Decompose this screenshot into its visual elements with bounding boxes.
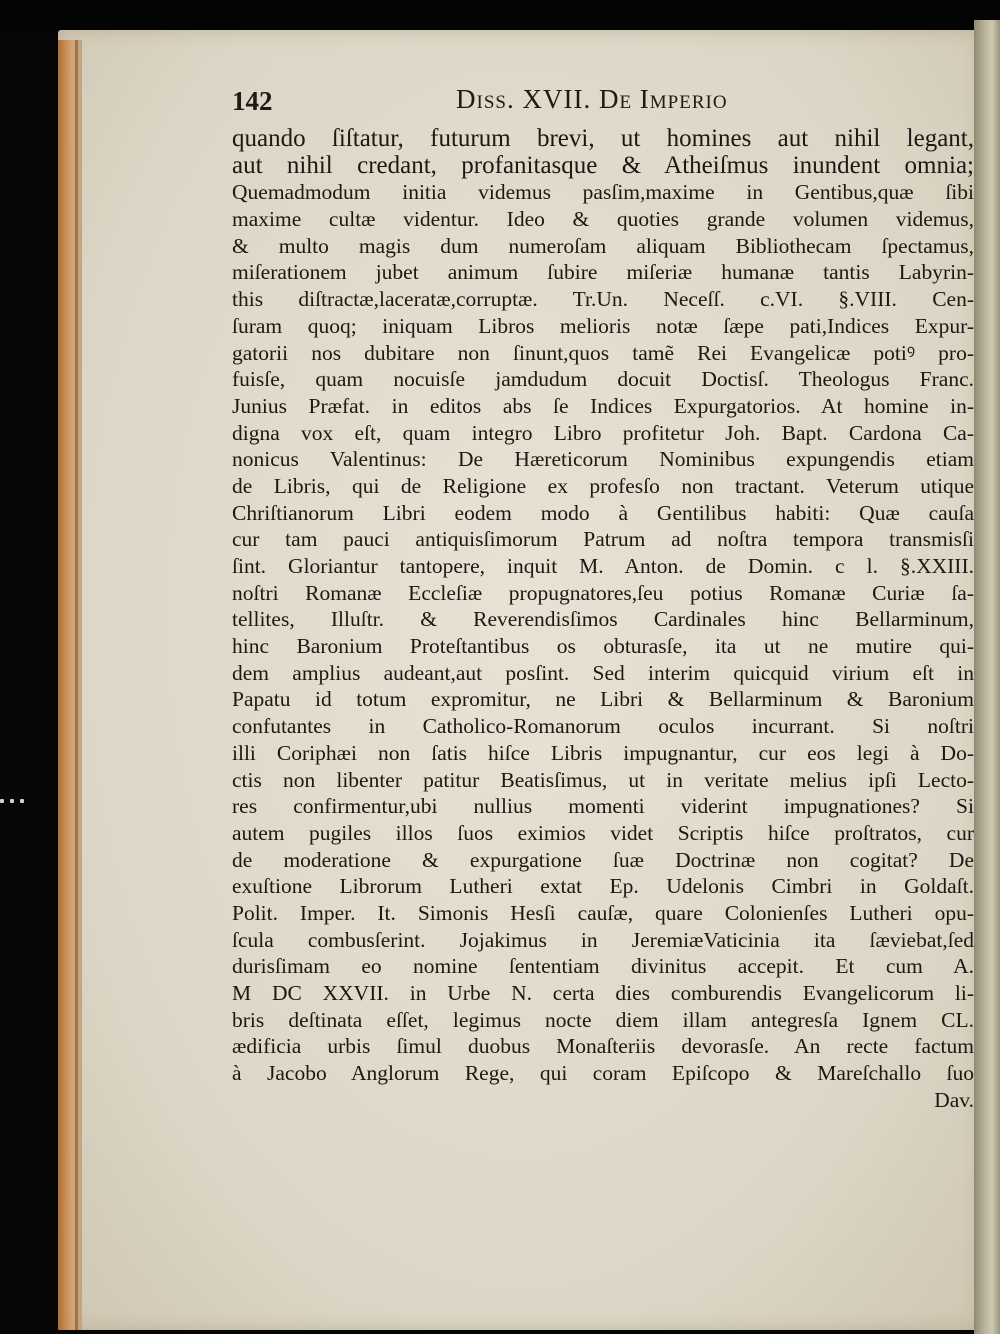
text-line: à Jacobo Anglorum Rege, qui coram Epiſcopo & Mareſchallo ſuo bbox=[232, 1061, 974, 1086]
text-line: this diſtractæ,laceratæ,corruptæ. Tr.Un. Neceſſ. c.VI. §.VIII. Cen- bbox=[232, 287, 974, 312]
text-line: maxime cultæ videntur. Ideo & quoties grande volumen videmus, bbox=[232, 207, 974, 232]
text-line: exuſtione Librorum Lutheri extat Ep. Udelonis Cimbri in Goldaſt. bbox=[232, 874, 974, 899]
text-line: res confirmentur,ubi nullius momenti viderint impugnationes? Si bbox=[232, 794, 974, 819]
text-line: bris deſtinata eſſet, legimus nocte diem illam antegresſa Ignem CL. bbox=[232, 1007, 974, 1032]
catchword: Dav. bbox=[934, 1087, 974, 1112]
page-number: 142 bbox=[232, 86, 273, 116]
text-line: gatorii nos dubitare non ſinunt,quos tamẽ Rei Evangelicæ potiꝰ pro- bbox=[232, 340, 974, 365]
text-line: ctis non libenter patitur Beatisſimus, ut in veritate melius ipſi Lecto- bbox=[232, 767, 974, 792]
spine-fold-line bbox=[75, 40, 78, 1330]
text-line: miſerationem jubet animum ſubire miſeriæ humanæ tantis Labyrin- bbox=[232, 260, 974, 285]
text-line: ſint. Gloriantur tantopere, inquit M. Anton. de Domin. c l. §.XXIII. bbox=[232, 554, 974, 578]
text-line: tellites, Illuſtr. & Reverendisſimos Cardinales hinc Bellarminum, bbox=[232, 607, 974, 632]
book-spine-edge bbox=[58, 40, 82, 1330]
text-line: aut nihil credant, profanitasque & Atheiſmus inundent omnia; bbox=[232, 152, 974, 179]
running-title: Diss. XVII. De Imperio bbox=[456, 84, 728, 114]
text-line: digna vox eſt, quam integro Libro profitetur Joh. Bapt. Cardona Ca- bbox=[232, 420, 974, 445]
text-line: M DC XXVII. in Urbe N. certa dies comburendis Evangelicorum li- bbox=[232, 981, 974, 1005]
text-line: Polit. Imper. It. Simonis Hesſi cauſæ, quare Colonienſes Lutheri opu- bbox=[232, 900, 974, 925]
text-line: nonicus Valentinus: De Hæreticorum Nominibus expungendis etiam bbox=[232, 447, 974, 472]
text-line: dem amplius audeant,aut posſint. Sed interim quicquid virium eſt in bbox=[232, 660, 974, 685]
text-line: fuisſe, quam nocuisſe jamdudum docuit Doctisſ. Theologus Franc. bbox=[232, 367, 974, 392]
text-line: Chriſtianorum Libri eodem modo à Gentilibus habiti: Quæ cauſa bbox=[232, 500, 974, 525]
text-line: illi Coriphæi non ſatis hiſce Libris impugnantur, cur eos legi à Do- bbox=[232, 740, 974, 765]
text-line: ſcula combusſerint. Jojakimus in JeremiæVaticinia ita ſæviebat,ſed bbox=[232, 927, 974, 952]
page-header bbox=[232, 84, 972, 124]
scan-background-top bbox=[0, 0, 1000, 30]
text-line: de moderatione & expurgatione ſuæ Doctrinæ non cogitat? De bbox=[232, 847, 974, 872]
text-line: confutantes in Catholico-Romanorum oculos incurrant. Si noſtri bbox=[232, 714, 974, 739]
text-line: Junius Præfat. in editos abs ſe Indices Expurgatorios. At homine in- bbox=[232, 393, 974, 418]
text-line: cur tam pauci antiquisſimorum Patrum ad noſtra tempora transmisſi bbox=[232, 527, 974, 552]
page-fore-edge bbox=[974, 20, 1000, 1334]
text-line: autem pugiles illos ſuos eximios videt Scriptis hiſce proſtratos, cur bbox=[232, 820, 974, 845]
text-line: quando ſiſtatur, futurum brevi, ut homines aut nihil legant, bbox=[232, 126, 974, 152]
text-line: hinc Baronium Proteſtantibus os obturasſe, ita ut ne mutire qui- bbox=[232, 634, 974, 659]
body-text bbox=[232, 126, 974, 1113]
text-line: Quemadmodum initia videmus pasſim,maxime in Gentibus,quæ ſibi bbox=[232, 180, 974, 205]
text-line: ædificia urbis ſimul duobus Monaſteriis devorasſe. An recte factum bbox=[232, 1034, 974, 1059]
text-line: & multo magis dum numeroſam aliquam Bibliothecam ſpectamus, bbox=[232, 233, 974, 258]
scan-artifact-dots bbox=[0, 790, 40, 800]
text-line: durisſimam eo nomine ſententiam divinitus accepit. Et cum A. bbox=[232, 954, 974, 979]
text-line: ſuram quoq; iniquam Libros melioris notæ ſæpe pati,Indices Expur- bbox=[232, 313, 974, 338]
text-line: de Libris, qui de Religione ex profesſo non tractant. Veterum utique bbox=[232, 473, 974, 498]
text-line: Papatu id totum expromitur, ne Libri & Bellarminum & Baronium bbox=[232, 687, 974, 712]
text-line: noſtri Romanæ Eccleſiæ propugnatores,ſeu potius Romanæ Curiæ ſa- bbox=[232, 580, 974, 605]
